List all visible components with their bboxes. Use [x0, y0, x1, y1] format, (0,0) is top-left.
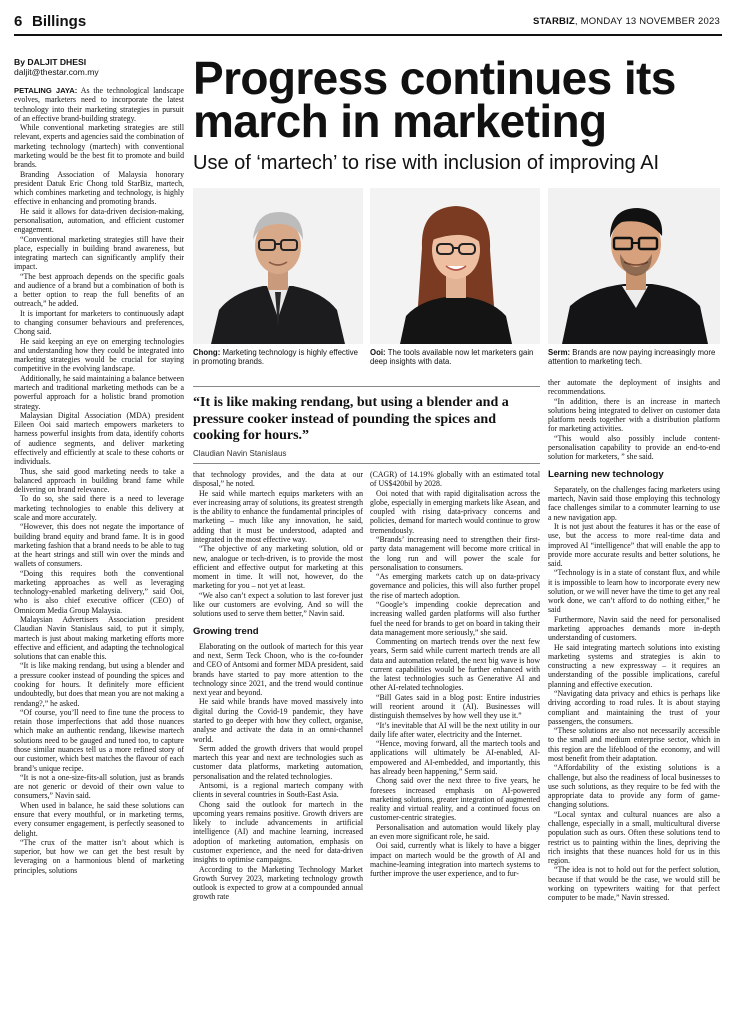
paragraph: that technology provides, and the data at our disposal,” he noted. — [193, 470, 363, 489]
paragraph: “In addition, there is an increase in martech solutions being integrated to deliver on customer data platform needs together with a distribution platform for marketing activities. — [548, 396, 720, 434]
photo-chong — [193, 188, 363, 344]
caption-chong — [193, 348, 363, 367]
paragraph: Chong said over the next three to five years, he foresees increased emphasis on AI-powered marketing solutions, greater integration of augmented reality and virtual reality, and a continued focus on customer-centric strategies. — [370, 776, 540, 823]
caption-colon: : — [383, 348, 388, 357]
paragraph: It is not just about the features it has or the ease of use, but the access to more real-time data and improved AI “intelligence” that will enable the app to provide more accurate results and better solutions, he said. — [548, 521, 720, 569]
paragraph: “It’s inevitable that AI will be the next utility in our daily life after water, electricity and the Internet. — [370, 720, 540, 739]
pull-quote-rule-bottom — [193, 463, 540, 464]
paragraph: Furthermore, Navin said the need for personalised marketing approaches demands more in-depth understanding of customers. — [548, 614, 720, 643]
caption-text: Brands are now paying increasingly more attention to marketing tech. — [548, 348, 716, 367]
paragraph: He said integrating martech solutions into existing marketing systems and strategies is akin to constructing a new expressway – it requires an understanding of the possible implications, careful planning and effective execution. — [548, 642, 720, 689]
paragraph: He said keeping an eye on emerging technologies and understanding how they could be integrated into marketing strategies would be crucial for staying competitive in the evolving landscape. — [14, 336, 184, 374]
portrait-ooi-icon — [370, 188, 540, 344]
caption-text: The tools available now let marketers gain deep insights with data. — [370, 348, 534, 367]
paragraph: “The idea is not to hold out for the perfect solution, because if that would be the case, we would still be working on typewriters waiting for that perfect computer to be made,” Navin stressed. — [548, 865, 720, 903]
portrait-chong-icon — [193, 188, 363, 344]
article-column-1 — [14, 86, 184, 1021]
article-column-4 — [548, 378, 720, 1021]
caption-text: Marketing technology is highly effective in promoting brands. — [193, 348, 358, 367]
paragraph: It is important for marketers to continuously adapt to changing consumer behaviours and preferences, Chong said. — [14, 308, 184, 337]
caption-name: Ooi — [370, 348, 383, 357]
photo-ooi — [370, 188, 540, 344]
paragraph: “Conventional marketing strategies still have their place, especially in building brand awareness, but integrating martech can significantly amplify their impact. — [14, 234, 184, 272]
paragraph: “Doing this requires both the conventional marketing approaches as well as leveraging technology-enabled marketing delivery,” said Ooi, who is also chief executive officer (CEO) of Omnicom Media Group Malaysia. — [14, 568, 184, 615]
paragraph: ther automate the deployment of insights and recommendations. — [548, 378, 720, 397]
paragraph: Personalisation and automation would likely play an even more significant role, he said. — [370, 822, 540, 841]
paragraph: “Technology is in a state of constant flux, and while it is impossible to learn how to incorporate every new solution, or we will never have the time to get any real work done, we can’t afford to do nothing either,” he said — [548, 568, 720, 615]
byline-author: By DALJIT DHESI — [14, 57, 87, 67]
publication-date: , MONDAY 13 NOVEMBER 2023 — [574, 16, 720, 27]
paragraph: “As emerging markets catch up on data-privacy governance and policies, this will also further propel the rise of martech adoption. — [370, 572, 540, 600]
header-rule — [14, 34, 722, 36]
article-column-3 — [370, 470, 540, 1021]
paragraph: Elaborating on the outlook of martech for this year and next, Serm Teck Choon, who is the co-founder and CEO of Antsomi and former MDA president, said brands have started to pay more attention to the technology since 2021, and the trend would continue next year and beyond. — [193, 641, 363, 698]
pull-quote-source: Claudian Navin Stanislaus — [193, 449, 287, 458]
paragraph: “Google’s impending cookie deprecation and increasing walled garden platforms will also further fuel the need for brands to get on board in taking their data management more seriously,” she said. — [370, 599, 540, 637]
paragraph — [14, 86, 184, 123]
caption-name: Serm — [548, 348, 568, 357]
pull-quote-rule-top — [193, 386, 540, 387]
paragraph: “However, this does not negate the importance of building brand equity and brand fame. It is in good marketing fashion that a brand needs to be able to tug at the heart strings and still win over the minds and wallets of consumers. — [14, 522, 184, 569]
paragraph: Serm added the growth drivers that would propel martech this year and next are technologies such as customer data platforms, marketing automation, personalisation and the related technologies. — [193, 743, 363, 781]
paragraph: Ooi said, currently what is likely to have a bigger impact on martech would be the growth of AI and machine-learning integration into martech systems to further improve the user experience, and to fur- — [370, 841, 540, 879]
photo-serm — [548, 188, 720, 344]
paragraph: “Navigating data privacy and ethics is perhaps like driving according to road rules. It is about staying compliant and maintaining the trust of your passengers, the consumers. — [548, 689, 720, 726]
paragraph: “Bill Gates said in a blog post: Entire industries will reorient around it (AI). Businesses will distinguish themselves by how well they use it.” — [370, 692, 540, 721]
publication-name: STARBIZ — [533, 16, 575, 27]
section-title: Billings — [32, 13, 87, 30]
portrait-serm-icon — [548, 188, 720, 344]
dateline: PETALING JAYA: — [14, 86, 78, 95]
caption-colon: : — [217, 348, 223, 357]
byline-email: daljit@thestar.com.my — [14, 67, 99, 77]
paragraph: According to the Marketing Technology Market Growth Survey 2023, marketing technology growth outlook is expected to grow at a compounded annual growth rate — [193, 864, 363, 902]
paragraph: Thus, she said good marketing needs to take a balanced approach in building brand fame while delivering on brand relevance. — [14, 466, 184, 495]
pull-quote: “It is like making rendang, but using a blender and a pressure cooker instead of pounding the spices and cooking for hours.” — [193, 395, 509, 443]
paragraph: “Of course, you’ll need to fine tune the process to retain those imperfections that add those nuances which make an authentic rendang, likewise martech solutions need to be gauged and tuned too, to capture those similar nuances tell us a more refined story of our customer, which best matches the flavour of each brand’s unique recipe. — [14, 707, 184, 773]
paragraph: “We also can’t expect a solution to last forever just like our customers are evolving. And so will the solutions used to serve them better,” Navin said. — [193, 590, 363, 619]
paragraph: Separately, on the challenges facing marketers using martech, Navin said those employing this technology face challenges similar to a commuter learning to use a new navigation app. — [548, 484, 720, 522]
caption-colon: : — [567, 348, 573, 357]
headline: Progress continues its march in marketing — [193, 52, 676, 147]
paragraph: “Affordability of the existing solutions is a challenge, but also the readiness of local businesses to use such solutions, as they require to be fed with the appropriate data to provide any form of game-changing solutions. — [548, 763, 720, 810]
subhead-learning-new-technology: Learning new technology — [548, 468, 664, 480]
paragraph: “These solutions are also not necessarily accessible to the small and medium enterprise sector, which in this region are the lifeblood of the economy, and will most benefit from their adaptation. — [548, 726, 720, 763]
lead-text: As the technological landscape evolves, marketers need to incorporate the latest technology into their marketing strategies in pursuit of an effective brand-building strategy. — [14, 86, 184, 123]
paragraph: “Local syntax and cultural nuances are also a challenge, especially in a small, multicultural diverse population such as ours. Often these solutions tend to restrict us to painting within the lines, depriving the rich insights that these nuances hold for us in this region. — [548, 809, 720, 866]
paragraph: “The crux of the matter isn’t about which is superior, but how we can get the best result by leveraging on a harmonious blend of marketing principles, solutions — [14, 837, 184, 875]
paragraph: “Hence, moving forward, all the martech tools and applications will ultimately be AI-enabled, AI-empowered and AI-embedded, and importantly, this has already been happening,” Serm said. — [370, 739, 540, 776]
paragraph: “The objective of any marketing solution, old or new, analogue or tech-driven, is to provide the most efficient and effective output for marketing at this moment in time. It will not, however, do the marketing for you – not yet at least. — [193, 544, 363, 591]
paragraph: “This would also possibly include content-personalisation capability to provide an end-to-end solution for marketers, ” she said. — [548, 433, 720, 462]
paragraph: “It is not a one-size-fits-all solution, just as brands are not generic or devoid of their own value to consumers,” Navin said. — [14, 772, 184, 801]
paragraph: Antsomi, is a regional martech company with clients in several countries in South-East Asia. — [193, 781, 363, 800]
caption-name: Chong — [193, 348, 218, 357]
article-column-2 — [193, 470, 363, 1021]
paragraph: To do so, she said there is a need to leverage marketing technologies to enable this delivery at scale and more accurately. — [14, 494, 184, 522]
paragraph: Additionally, he said maintaining a balance between martech and traditional marketing methods can be a powerful approach for a holistic brand promotion strategy. — [14, 373, 184, 411]
paragraph: Ooi noted that with rapid digitalisation across the globe, especially in emerging markets like Asean, and coupled with rising data-privacy concerns and policies, demand for martech would continue to grow tremendously. — [370, 488, 540, 535]
caption-ooi — [370, 348, 540, 367]
page-number: 6 — [14, 13, 23, 30]
paragraph: He said while martech equips marketers with an ever increasing array of solutions, its greatest strength is the ability to enhance the fundamental principles of marketing – much like any innovation, he said, adding that it must be understood, adapted and integrated in the most effective way. — [193, 488, 363, 544]
paragraph: Malaysian Advertisers Association president Claudian Navin Stanislaus said, to put it simply, martech is just about making marketing efforts more effective and efficient, and adapting the technological solutions that can enable this. — [14, 615, 184, 662]
paragraph: Chong said the outlook for martech in the upcoming years remains positive. Growth drivers are likely to include advancements in artificial intelligence (AI) and machine learning, increased adoption of marketing automation, emphasis on customer experience, and the need for data-driven insights to optimise campaigns. — [193, 799, 363, 865]
paragraph: “It is like making rendang, but using a blender and a pressure cooker instead of pounding the spices and cooking for hours. It definitely more efficient undoubtedly, but does that mean you are not making a rendang?,” he asked. — [14, 661, 184, 708]
paragraph: Branding Association of Malaysia honorary president Datuk Eric Chong told StarBiz, martech, which combines marketing and technology, is highly effective in enhancing and promoting brands. — [14, 169, 184, 207]
paragraph: While conventional marketing strategies are still relevant, experts and agencies said the combination of marketing technology (martech) with conventional marketing would be the best fit to promote and build brands. — [14, 123, 184, 170]
paragraph: “The best approach depends on the specific goals and audience of a brand but a combination of both is a better option to reap the full benefits of an outreach,” he added. — [14, 271, 184, 309]
subhead-growing-trend: Growing trend — [193, 625, 259, 637]
publication-dateline — [533, 16, 720, 27]
paragraph: When used in balance, he said these solutions can ensure that every mouthful, or in marketing terms, every consumer engagement, is perfectly seasoned to delight. — [14, 800, 184, 838]
paragraph: Malaysian Digital Association (MDA) president Eileen Ooi said martech empowers marketers to harness powerful insights from data, identify cohorts of audience segments, and deliver marketing effectively and efficiently at scale to these cohorts or individuals. — [14, 410, 184, 467]
paragraph: (CAGR) of 14.19% globally with an estimated total of US$420bil by 2028. — [370, 470, 540, 489]
deck: Use of ‘martech’ to rise with inclusion of improving AI — [193, 152, 660, 174]
caption-serm — [548, 348, 720, 367]
paragraph: He said while brands have moved massively into digital during the Covid-19 pandemic, they have started to go deeper with how they collect, organise, analyse and activate the data in an omni-channel world. — [193, 697, 363, 744]
paragraph: “Brands’ increasing need to strengthen their first-party data management will become more critical in the long run and will power the scale for personalisation to consumers. — [370, 534, 540, 572]
paragraph: Commenting on martech trends over the next few years, Serm said while current martech trends are all data and automation related, the next big wave is how current capabilities would be further enhanced with the latest technologies such as Generative AI and other AI-related technologies. — [370, 637, 540, 693]
paragraph: He said it allows for data-driven decision-making, personalisation, automation, and efficient customer engagement. — [14, 206, 184, 235]
